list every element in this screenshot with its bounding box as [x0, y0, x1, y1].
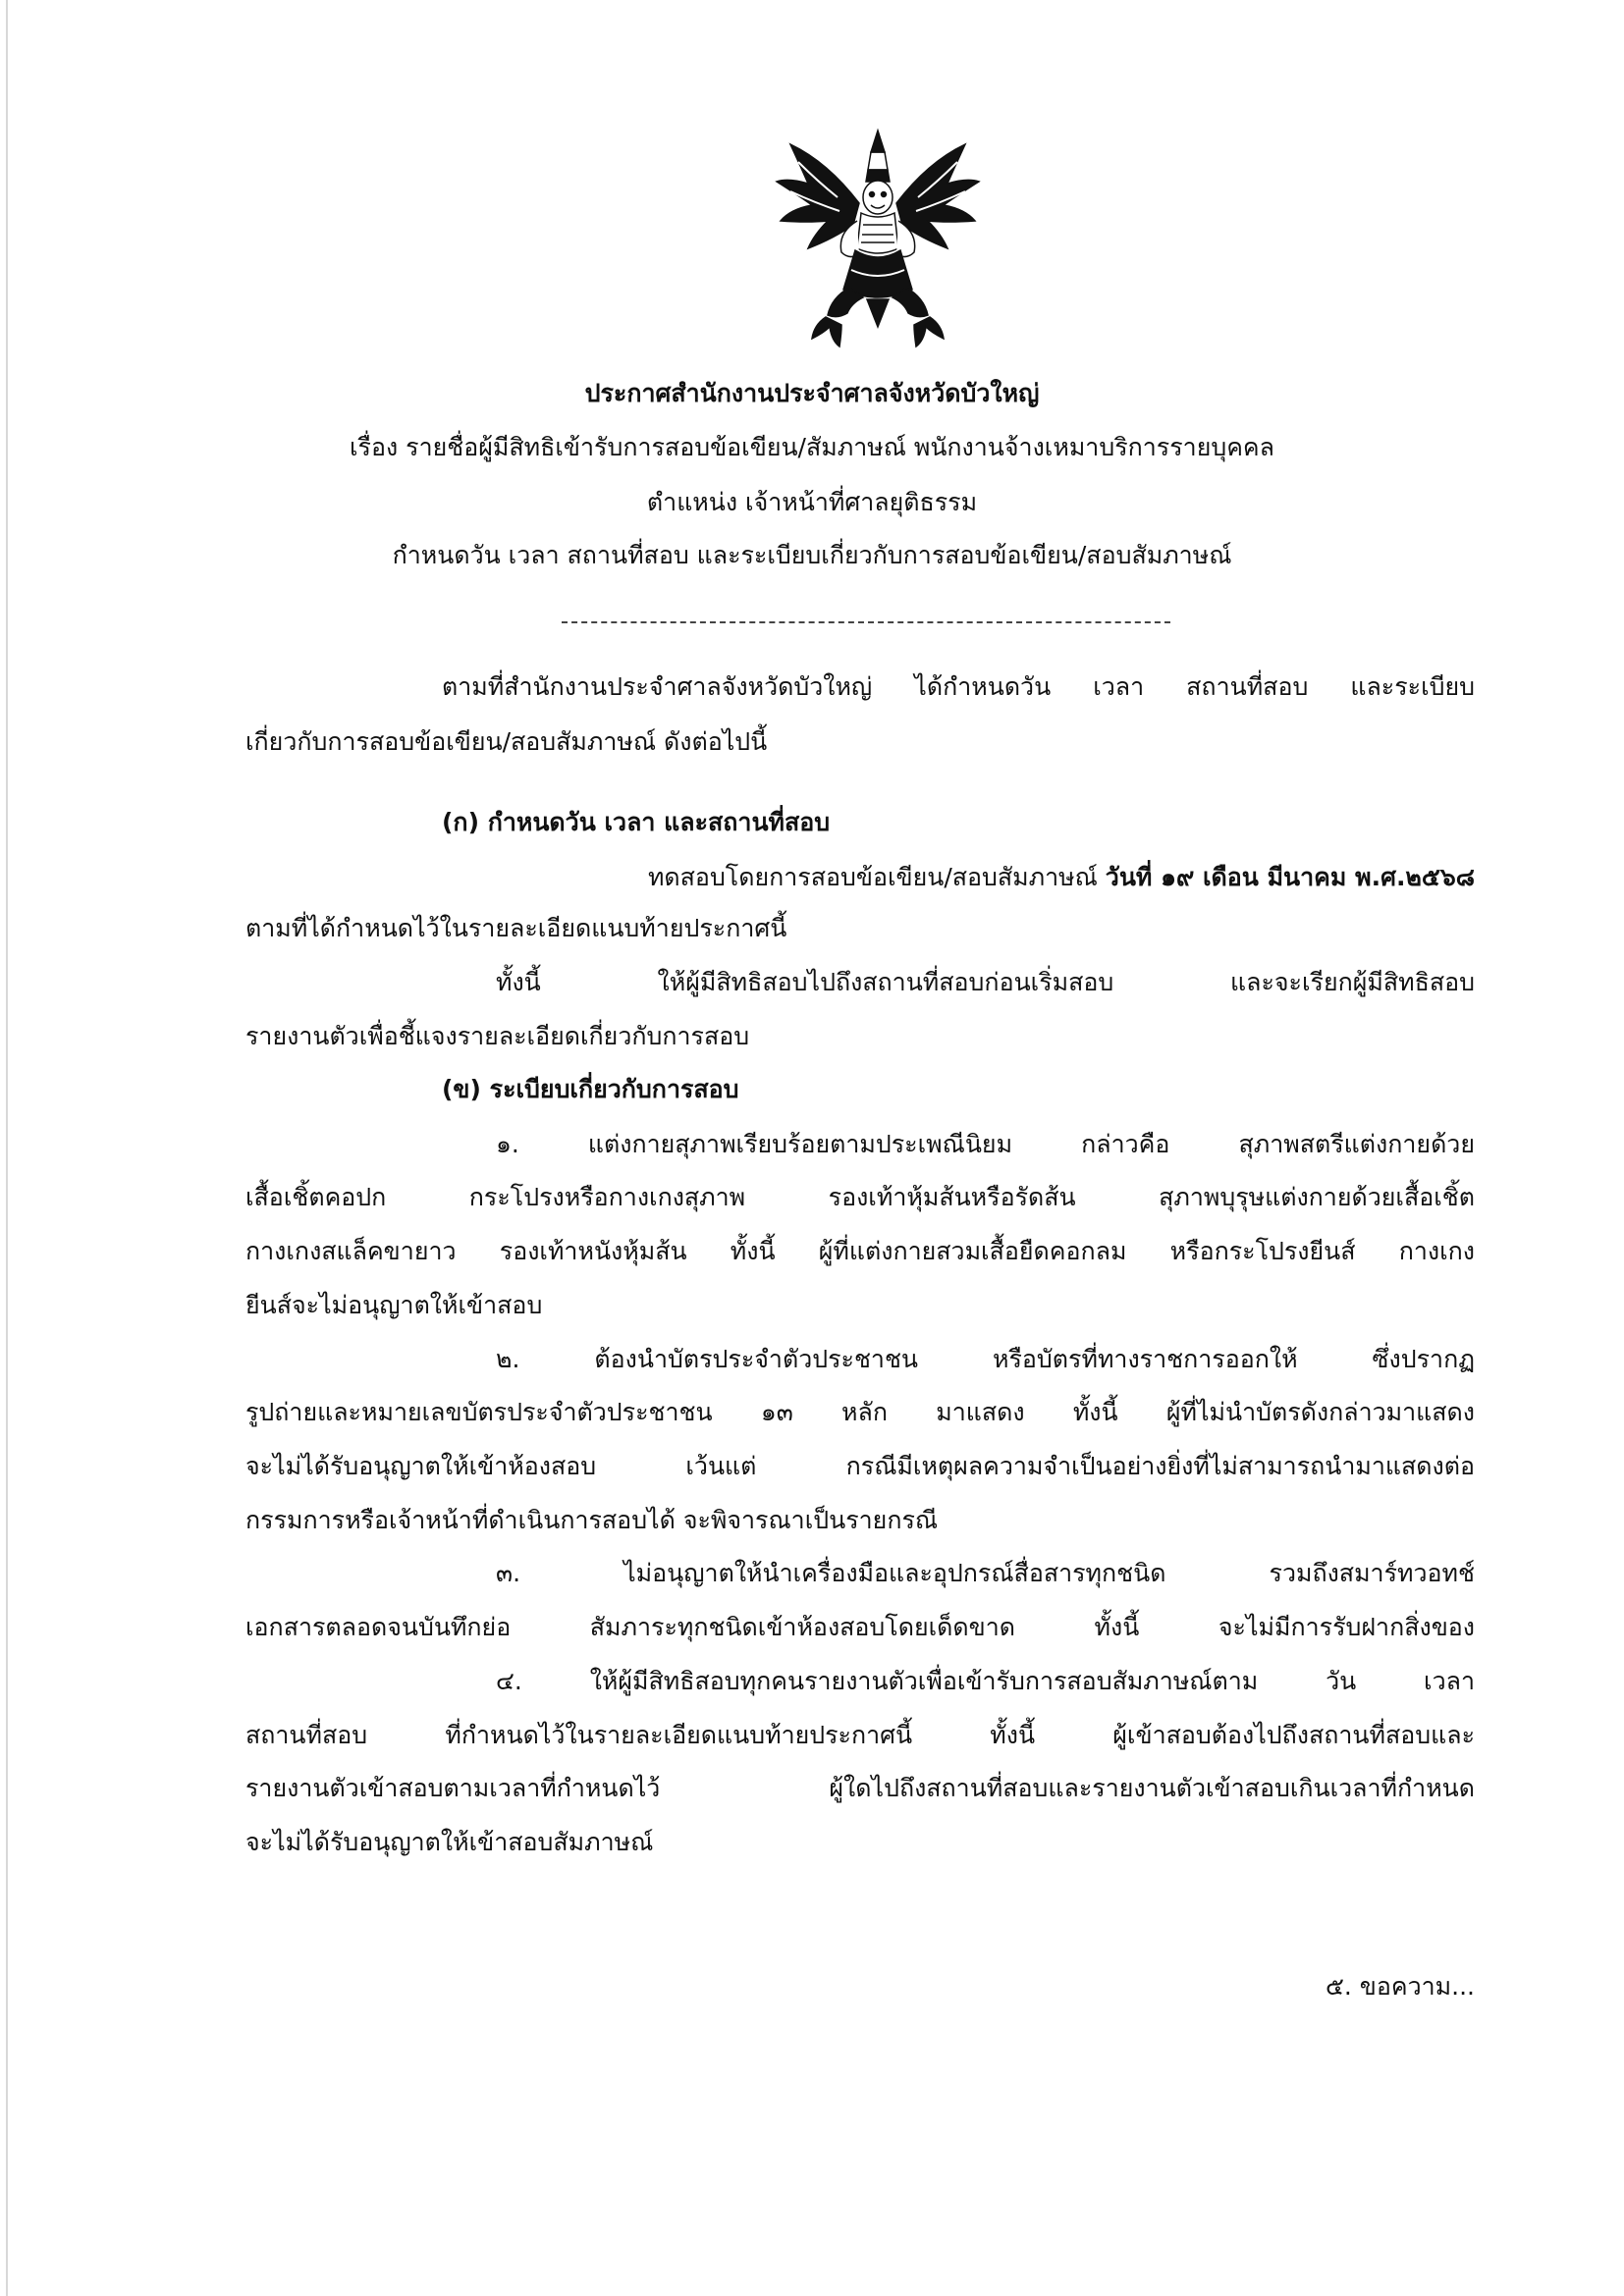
- item-1-line-1: ๑. แต่งกายสุภาพเรียบร้อยตามประเพณีนิยม กล่าวคือ สุภาพสตรีแต่งกายด้วย: [496, 1130, 1475, 1158]
- section-a-line-3: ทั้งนี้ ให้ผู้มีสิทธิสอบไปถึงสถานที่สอบก่อนเริ่มสอบ และจะเรียกผู้มีสิทธิสอบ: [496, 968, 1475, 996]
- item-2-line-4: กรรมการหรือเจ้าหน้าที่ดำเนินการสอบได้ จะพิจารณาเป็นรายกรณี: [245, 1506, 939, 1534]
- item-1-line-4: ยีนส์จะไม่อนุญาตให้เข้าสอบ: [245, 1291, 543, 1319]
- item-4-line-2: สถานที่สอบ ที่กำหนดไว้ในรายละเอียดแนบท้ายประกาศนี้ ทั้งนี้ ผู้เข้าสอบต้องไปถึงสถานที่สอบและ: [245, 1721, 1475, 1749]
- announcement-title: ประกาศสำนักงานประจำศาลจังหวัดบัวใหญ่: [584, 379, 1040, 407]
- item-1-line-2: เสื้อเชิ้ตคอปก กระโปรงหรือกางเกงสุภาพ รองเท้าหุ้มส้นหรือรัดส้น สุภาพบุรุษแต่งกายด้วยเสื้อเชิ้ต: [245, 1183, 1475, 1211]
- item-3-line-1: ๓. ไม่อนุญาตให้นำเครื่องมือและอุปกรณ์สื่อสารทุกชนิด รวมถึงสมาร์ทวอทช์: [496, 1559, 1475, 1587]
- garuda-emblem: [769, 123, 987, 354]
- section-a-line-2: ตามที่ได้กำหนดไว้ในรายละเอียดแนบท้ายประกาศนี้: [245, 914, 787, 942]
- announcement-position: ตำแหน่ง เจ้าหน้าที่ศาลยุติธรรม: [646, 488, 978, 516]
- section-a-line-4: รายงานตัวเพื่อชี้แจงรายละเอียดเกี่ยวกับการสอบ: [245, 1022, 750, 1050]
- announcement-subject: เรื่อง รายชื่อผู้มีสิทธิเข้ารับการสอบข้อเขียน/สัมภาษณ์ พนักงานจ้างเหมาบริการรายบุคคล: [350, 433, 1274, 461]
- section-a-heading: (ก) กำหนดวัน เวลา และสถานที่สอบ: [442, 808, 831, 836]
- item-2-line-3: จะไม่ได้รับอนุญาตให้เข้าห้องสอบ เว้นแต่ กรณีมีเหตุผลความจำเป็นอย่างยิ่งที่ไม่สามารถนำมาแสดงต่อ: [245, 1452, 1475, 1480]
- header-divider: [562, 621, 1170, 623]
- section-b-heading: (ข) ระเบียบเกี่ยวกับการสอบ: [442, 1075, 739, 1103]
- item-4-line-3: รายงานตัวเข้าสอบตามเวลาที่กำหนดไว้ ผู้ใดไปถึงสถานที่สอบและรายงานตัวเข้าสอบเกินเวลาที่กำหนด: [245, 1774, 1475, 1802]
- item-2-line-1: ๒. ต้องนำบัตรประจำตัวประชาชน หรือบัตรที่ทางราชการออกให้ ซึ่งปรากฏ: [496, 1345, 1475, 1373]
- exam-date: วันที่ ๑๙ เดือน มีนาคม พ.ศ.๒๕๖๘: [1105, 863, 1475, 891]
- section-a-line-1: [496, 860, 1475, 895]
- item-3-line-2: เอกสารตลอดจนบันทึกย่อ สัมภาระทุกชนิดเข้าห้องสอบโดยเด็ดขาด ทั้งนี้ จะไม่มีการรับฝากสิ่งของ: [245, 1613, 1475, 1641]
- exam-method-text: ทดสอบโดยการสอบข้อเขียน/สอบสัมภาษณ์: [647, 863, 1106, 891]
- intro-line-1: ตามที่สำนักงานประจำศาลจังหวัดบัวใหญ่ ได้กำหนดวัน เวลา สถานที่สอบ และระเบียบ: [442, 672, 1475, 701]
- intro-line-2: เกี่ยวกับการสอบข้อเขียน/สอบสัมภาษณ์ ดังต่อไปนี้: [245, 727, 768, 756]
- item-4-line-1: ๔. ให้ผู้มีสิทธิสอบทุกคนรายงานตัวเพื่อเข้ารับการสอบสัมภาษณ์ตาม วัน เวลา: [496, 1667, 1475, 1695]
- page-continuation: ๕. ขอความ...: [1325, 1972, 1475, 2001]
- item-4-line-4: จะไม่ได้รับอนุญาตให้เข้าสอบสัมภาษณ์: [245, 1828, 654, 1856]
- item-1-line-3: กางเกงสแล็คขายาว รองเท้าหนังหุ้มส้น ทั้งนี้ ผู้ที่แต่งกายสวมเสื้อยืดคอกลม หรือกระโปรงยีนส์ กางเกง: [245, 1237, 1475, 1265]
- announcement-schedule-title: กำหนดวัน เวลา สถานที่สอบ และระเบียบเกี่ยวกับการสอบข้อเขียน/สอบสัมภาษณ์: [392, 541, 1232, 569]
- scan-edge: [6, 0, 8, 2296]
- item-2-line-2: รูปถ่ายและหมายเลขบัตรประจำตัวประชาชน ๑๓ หลัก มาแสดง ทั้งนี้ ผู้ที่ไม่นำบัตรดังกล่าวมาแสดง: [245, 1398, 1475, 1426]
